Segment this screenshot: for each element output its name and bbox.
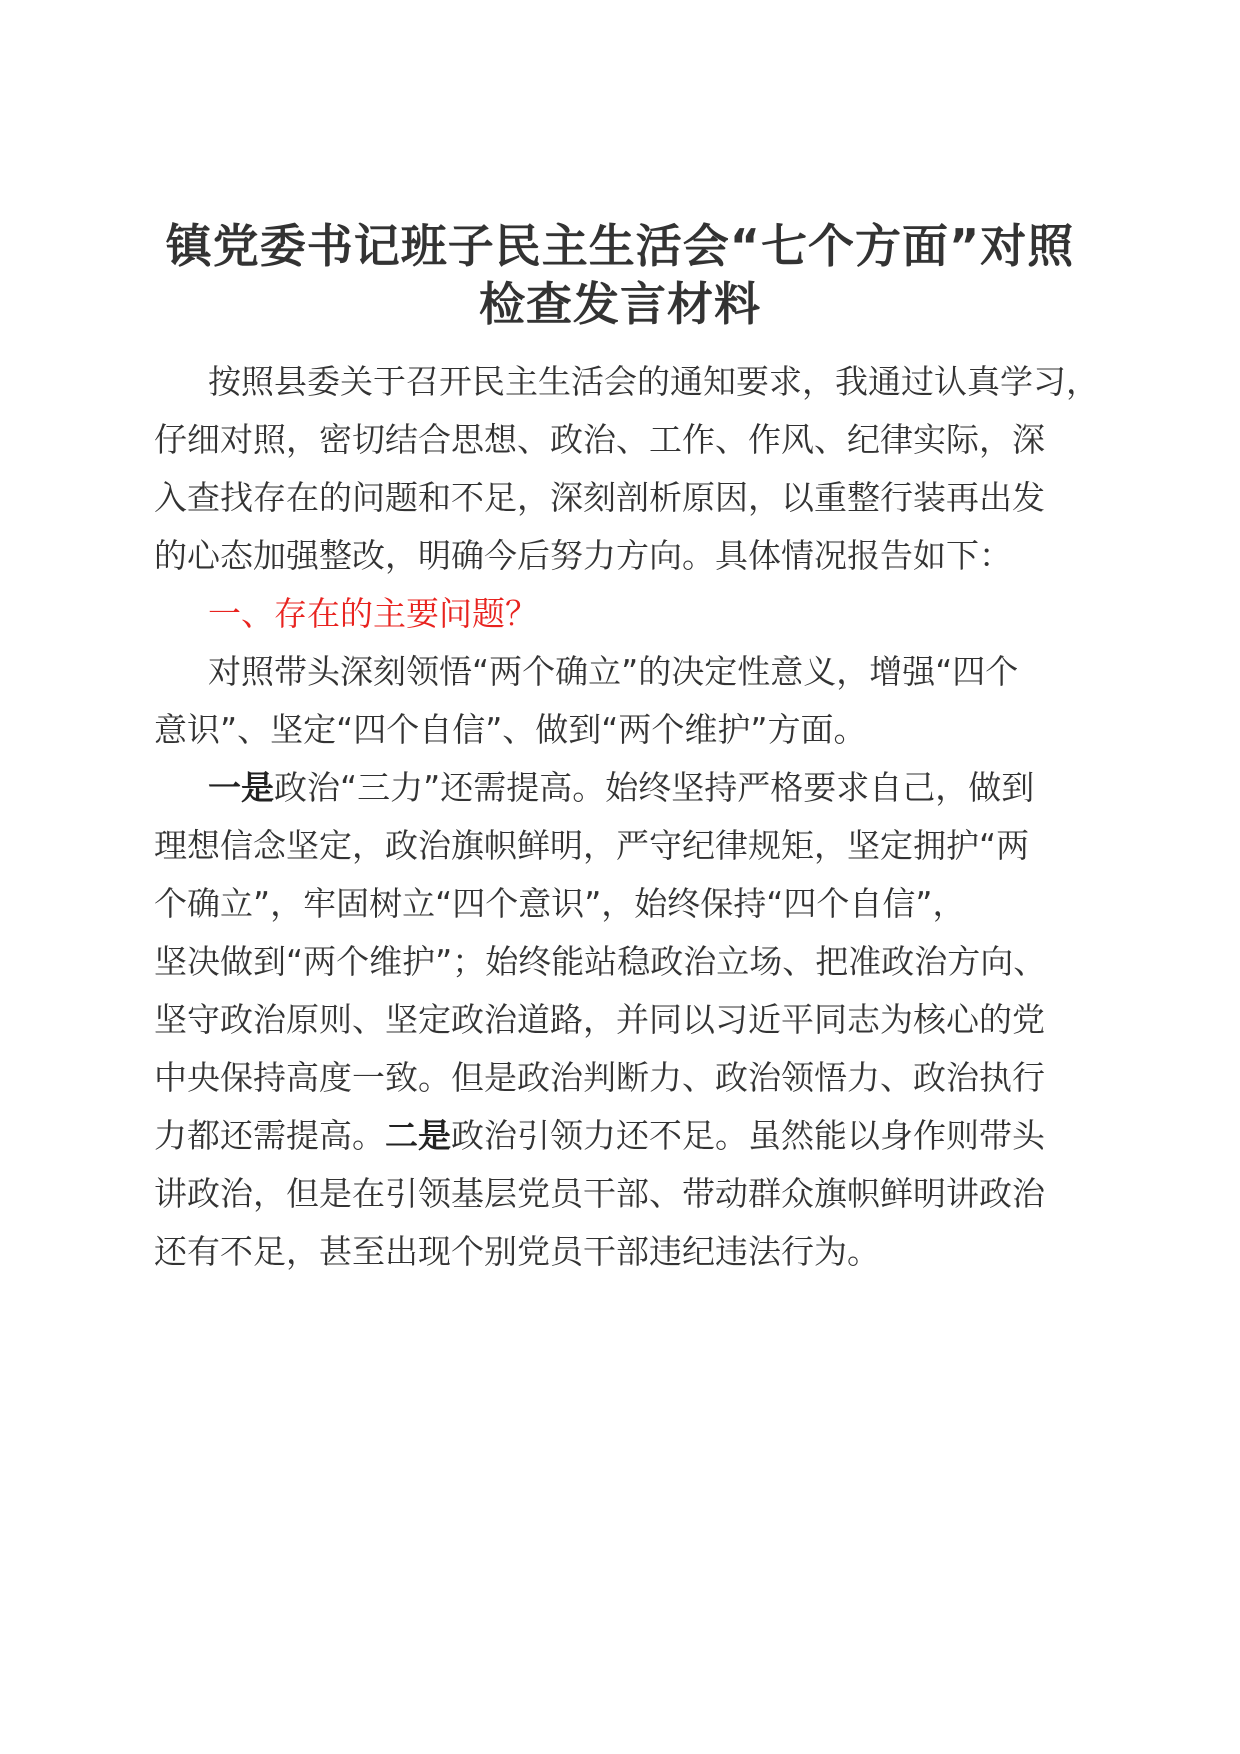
point2-line: [154, 1116, 1045, 1156]
intro-line-4: 的心态加强整改，明确今后努力方向。具体情况报告如下：: [154, 536, 1012, 575]
body-line-5: 中央保持高度一致。但是政治判断力、政治领悟力、政治执行: [154, 1058, 1045, 1097]
tail-line-2: 还有不足，甚至出现个别党员干部违纪违法行为。: [154, 1232, 880, 1271]
point1-text: 政治“三力”还需提高。始终坚持严格要求自己，做到: [274, 768, 1035, 807]
section-heading: 一、存在的主要问题？: [208, 594, 538, 633]
document-title-line-2: 检查发言材料: [479, 277, 761, 331]
section-intro-line-1: 对照带头深刻领悟“两个确立”的决定性意义，增强“四个: [208, 652, 1019, 691]
intro-line-1: 按照县委关于召开民主生活会的通知要求，我通过认真学习，: [208, 362, 1099, 401]
document-title-line-1: 镇党委书记班子民主生活会“七个方面”对照: [165, 219, 1075, 273]
point2-label: 二是: [385, 1116, 451, 1155]
point1-first-line: [208, 768, 1034, 808]
point1-label: 一是: [208, 768, 274, 807]
point2-after-text: 政治引领力还不足。虽然能以身作则带头: [451, 1116, 1045, 1155]
body-line-1: 理想信念坚定，政治旗帜鲜明，严守纪律规矩，坚定拥护“两: [154, 826, 1030, 865]
intro-line-3: 入查找存在的问题和不足，深刻剖析原因，以重整行装再出发: [154, 478, 1045, 517]
body-line-4: 坚守政治原则、坚定政治道路，并同以习近平同志为核心的党: [154, 1000, 1045, 1039]
point2-before-text: 力都还需提高。: [154, 1116, 385, 1155]
body-line-3: 坚决做到“两个维护”；始终能站稳政治立场、把准政治方向、: [154, 942, 1047, 981]
intro-line-2: 仔细对照，密切结合思想、政治、工作、作风、纪律实际，深: [154, 420, 1045, 459]
tail-line-1: 讲政治，但是在引领基层党员干部、带动群众旗帜鲜明讲政治: [154, 1174, 1045, 1213]
section-intro-line-2: 意识”、坚定“四个自信”、做到“两个维护”方面。: [154, 710, 867, 749]
body-line-2: 个确立”，牢固树立“四个意识”，始终保持“四个自信”，: [154, 884, 966, 923]
